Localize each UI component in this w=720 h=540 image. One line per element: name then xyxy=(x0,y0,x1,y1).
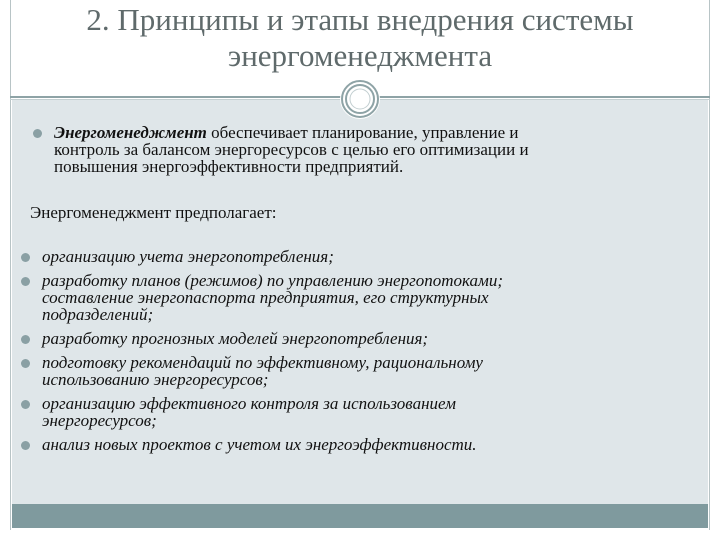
bullet-dot-icon xyxy=(20,276,31,287)
list-item-text xyxy=(42,272,682,323)
intro-paragraph xyxy=(54,124,694,175)
list-item-line: подготовку рекомендаций по эффективному, рациональному xyxy=(42,353,483,372)
list-item-text xyxy=(42,330,682,347)
bullet-dot-icon xyxy=(32,128,43,139)
bullet-dot-icon xyxy=(20,440,31,451)
list-item-text xyxy=(42,354,682,388)
list-item-text xyxy=(42,395,682,429)
list-item-line: организацию учета энергопотребления; xyxy=(42,247,334,266)
list-item-line: разработку планов (режимов) по управлению энергопотоками; xyxy=(42,271,504,290)
lead-text: Энергоменеджмент предполагает: xyxy=(30,203,277,222)
bullet-dot-icon xyxy=(20,334,31,345)
bullet-dot-icon xyxy=(20,399,31,410)
list-item-line: подразделений; xyxy=(42,305,154,324)
content-panel xyxy=(12,100,708,504)
title-line-2: энергоменеджмента xyxy=(227,38,493,73)
list-item-line: составление энергопаспорта предприятия, его структурных xyxy=(42,288,489,307)
list-item-line: разработку прогнозных моделей энергопотребления; xyxy=(42,329,429,348)
list-item-line: организацию эффективного контроля за использованием xyxy=(42,394,456,413)
list-item-text xyxy=(42,248,682,265)
intro-line3: повышения энергоэффективности предприятий. xyxy=(54,157,404,176)
intro-line2: контроль за балансом энергоресурсов с целью его оптимизации и xyxy=(54,140,529,159)
footer-bar xyxy=(12,504,708,528)
circle-ornament-icon xyxy=(339,78,381,120)
intro-term: Энергоменеджмент xyxy=(54,123,207,142)
list-item-line: энергоресурсов; xyxy=(42,411,157,430)
intro-line1-rest: обеспечивает планирование, управление и xyxy=(206,123,519,142)
list-item-line: использованию энергоресурсов; xyxy=(42,370,269,389)
bullet-dot-icon xyxy=(20,252,31,263)
list-item-text xyxy=(42,436,682,453)
bullet-dot-icon xyxy=(20,358,31,369)
list-item-line: анализ новых проектов с учетом их энергоэффективности. xyxy=(42,435,477,454)
title-line-1: 2. Принципы и этапы внедрения системы xyxy=(86,2,634,37)
